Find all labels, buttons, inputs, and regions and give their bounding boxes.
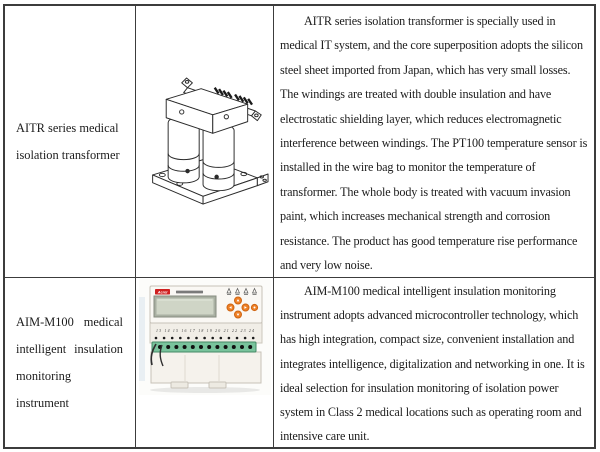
terminal-number-labels: 13 14 15 16 17 18 19 20 21 22 23 24	[155, 329, 254, 333]
product-description-aim: AIM-M100 medical intelligent insulation monitoring instrument adopts advanced microcontroller technology, which has high integration, compact size, convenient installation and integrates intelligence, digitalization and networking in one. It is ideal selection for insulation monitoring of isolation power system in Class 2 medical locations such as operating room and intensive care unit.	[280, 284, 585, 444]
product-name-cell-aitr	[5, 6, 135, 277]
product-table	[3, 4, 596, 449]
product-name-cell-aim	[5, 277, 135, 447]
product-image-cell-aitr	[135, 6, 273, 277]
product-name-aitr: AITR series medical isolation transformer	[16, 120, 120, 162]
product-description-cell-aitr	[273, 6, 594, 277]
lcd-screen	[156, 299, 213, 315]
transformer-drawing-icon	[141, 64, 269, 220]
product-name-aim: AIM-M100 medical intelligent insulation monitoring instrument	[16, 314, 123, 410]
model-label-text	[176, 291, 203, 294]
aim-m100-device-photo	[139, 279, 271, 395]
brand-logo-text: Acrel	[157, 290, 167, 295]
product-description-aitr: AITR series isolation transformer is specially used in medical IT system, and the core superposition adopts the silicon steel sheet imported from Japan, which has very small losses. The windings are treated with double insulation and have electrostatic shielding layer, which reduces electromagnetic interference between windings. The PT100 temperature sensor is installed in the wire bag to monitor the temperature of transformer. The whole body is treated with vacuum invasion paint, which increases mechanical strength and corrosion resistance. The product has good temperature rise performance and very low noise.	[280, 14, 588, 273]
din-rail-tab	[171, 382, 188, 388]
product-description-cell-aim	[273, 277, 594, 447]
product-image-cell-aim	[135, 277, 273, 447]
din-rail-tab	[209, 382, 226, 388]
